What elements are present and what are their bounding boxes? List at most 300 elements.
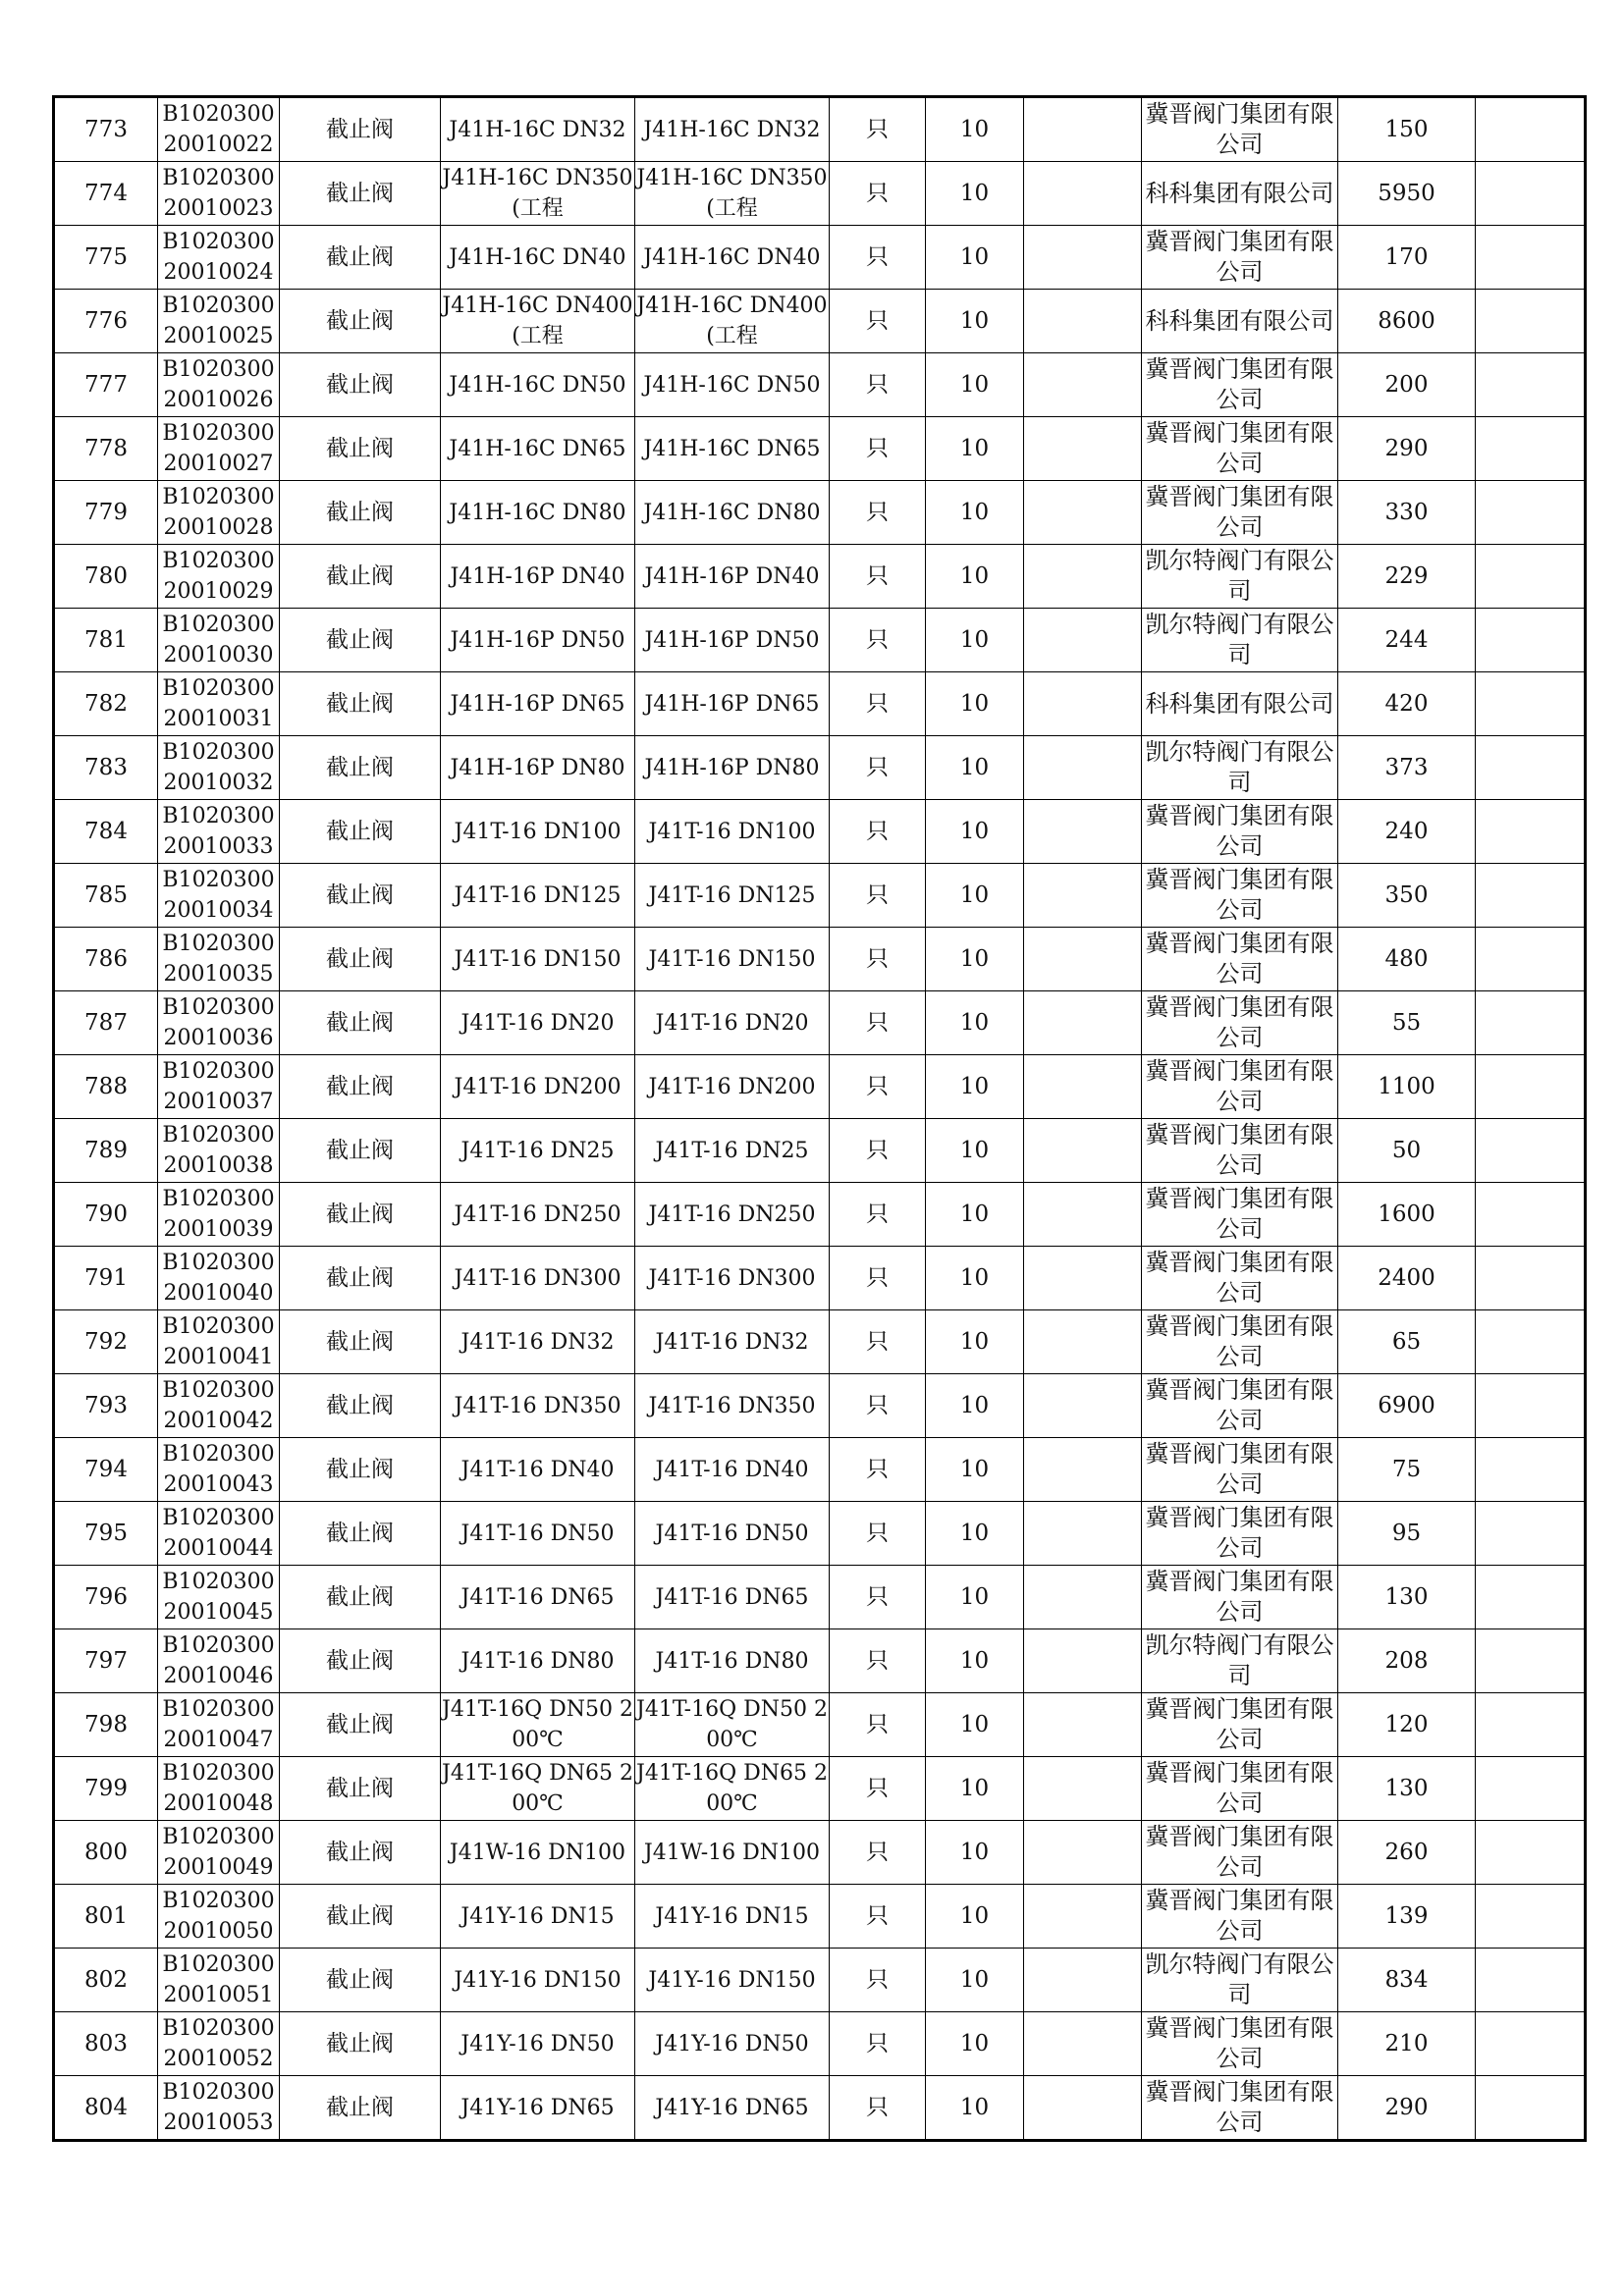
- table-row: [54, 672, 1586, 736]
- item-name-text: 截止阀: [326, 1201, 394, 1227]
- price-cell: [1338, 1119, 1476, 1183]
- spec-text: J41T-16 DN150: [648, 946, 816, 972]
- model-text: J41W-16 DN100: [449, 1840, 626, 1865]
- row-number-text: 784: [84, 818, 128, 844]
- supplier-text: 凯尔特阀门有限公司: [1145, 1950, 1334, 2008]
- price-cell: [1338, 1885, 1476, 1949]
- model-cell: [441, 162, 635, 226]
- spec-text: J41T-16 DN200: [648, 1074, 816, 1099]
- spec-text: J41H-16P DN50: [644, 627, 820, 653]
- row-number-cell: [54, 1119, 158, 1183]
- row-number-cell: [54, 609, 158, 672]
- quantity-cell: [926, 1949, 1024, 2012]
- spec-text: J41H-16C DN50: [643, 372, 821, 398]
- model-text: J41T-16 DN20: [460, 1010, 615, 1036]
- remark-cell: [1476, 162, 1586, 226]
- unit-cell: [830, 800, 926, 864]
- price-text: 150: [1384, 116, 1429, 142]
- unit-text: 只: [866, 180, 889, 206]
- remark-cell: [1476, 1885, 1586, 1949]
- unit-text: 只: [866, 562, 889, 589]
- unit-cell: [830, 1502, 926, 1566]
- unit-text: 只: [866, 1711, 889, 1737]
- supplier-cell: [1142, 1949, 1338, 2012]
- supplier-cell: [1142, 97, 1338, 162]
- model-cell: [441, 97, 635, 162]
- row-number-cell: [54, 2012, 158, 2076]
- price-cell: [1338, 864, 1476, 928]
- supplier-text: 冀晋阀门集团有限公司: [1145, 802, 1334, 860]
- item-name-cell: [280, 353, 441, 417]
- blank-cell: [1024, 417, 1142, 481]
- price-text: 834: [1384, 1966, 1429, 1993]
- row-number-cell: [54, 736, 158, 800]
- supplier-text: 冀晋阀门集团有限公司: [1145, 2014, 1334, 2072]
- table-row: [54, 1310, 1586, 1374]
- spec-cell: [635, 864, 830, 928]
- model-text: J41H-16C DN32: [449, 117, 626, 142]
- unit-text: 只: [866, 1647, 889, 1674]
- item-name-cell: [280, 928, 441, 991]
- model-cell: [441, 2076, 635, 2141]
- price-cell: [1338, 1310, 1476, 1374]
- material-code-text: B1020300 20010030: [162, 613, 275, 667]
- table-row: [54, 1821, 1586, 1885]
- model-cell: [441, 481, 635, 545]
- remark-cell: [1476, 672, 1586, 736]
- row-number-cell: [54, 1374, 158, 1438]
- table-row: [54, 226, 1586, 290]
- price-cell: [1338, 800, 1476, 864]
- spec-text: J41T-16 DN40: [655, 1457, 809, 1482]
- row-number-cell: [54, 1055, 158, 1119]
- material-code-text: B1020300 20010029: [162, 549, 275, 604]
- model-cell: [441, 290, 635, 353]
- spec-text: J41H-16C DN80: [643, 500, 821, 525]
- unit-text: 只: [866, 2030, 889, 2056]
- material-code-text: B1020300 20010032: [162, 740, 275, 795]
- model-text: J41T-16 DN125: [454, 882, 622, 908]
- spec-cell: [635, 1757, 830, 1821]
- quantity-text: 10: [959, 2030, 990, 2056]
- unit-text: 只: [866, 818, 889, 844]
- blank-cell: [1024, 1566, 1142, 1629]
- row-number-cell: [54, 1502, 158, 1566]
- quantity-text: 10: [959, 562, 990, 589]
- remark-cell: [1476, 800, 1586, 864]
- quantity-text: 10: [959, 1902, 990, 1929]
- price-text: 130: [1384, 1775, 1429, 1801]
- blank-cell: [1024, 162, 1142, 226]
- row-number-text: 779: [84, 499, 128, 525]
- table-row: [54, 800, 1586, 864]
- table-row: [54, 1566, 1586, 1629]
- material-code-cell: [158, 736, 280, 800]
- item-name-text: 截止阀: [326, 1328, 394, 1355]
- row-number-text: 778: [84, 435, 128, 461]
- quantity-text: 10: [959, 1839, 990, 1865]
- quantity-cell: [926, 864, 1024, 928]
- item-name-text: 截止阀: [326, 1966, 394, 1993]
- blank-cell: [1024, 1885, 1142, 1949]
- item-name-text: 截止阀: [326, 243, 394, 270]
- item-name-cell: [280, 1821, 441, 1885]
- material-code-cell: [158, 672, 280, 736]
- material-code-text: B1020300 20010022: [162, 102, 275, 157]
- model-cell: [441, 1119, 635, 1183]
- unit-cell: [830, 609, 926, 672]
- spec-cell: [635, 1310, 830, 1374]
- supplier-text: 冀晋阀门集团有限公司: [1145, 1312, 1334, 1370]
- supplier-text: 冀晋阀门集团有限公司: [1145, 1568, 1334, 1626]
- quantity-cell: [926, 736, 1024, 800]
- row-number-text: 790: [84, 1201, 128, 1227]
- unit-cell: [830, 417, 926, 481]
- unit-text: 只: [866, 371, 889, 398]
- model-text: J41Y-16 DN65: [460, 2095, 615, 2120]
- quantity-cell: [926, 609, 1024, 672]
- unit-cell: [830, 1247, 926, 1310]
- model-text: J41Y-16 DN150: [454, 1967, 622, 1993]
- row-number-cell: [54, 481, 158, 545]
- item-name-text: 截止阀: [326, 1264, 394, 1291]
- price-text: 244: [1384, 626, 1429, 653]
- unit-cell: [830, 928, 926, 991]
- unit-text: 只: [866, 1392, 889, 1418]
- spec-cell: [635, 1949, 830, 2012]
- blank-cell: [1024, 1438, 1142, 1502]
- spec-cell: [635, 1247, 830, 1310]
- price-text: 170: [1384, 243, 1429, 270]
- model-text: J41H-16P DN40: [450, 563, 625, 589]
- row-number-cell: [54, 1438, 158, 1502]
- price-cell: [1338, 2076, 1476, 2141]
- price-text: 420: [1384, 690, 1429, 717]
- spec-cell: [635, 545, 830, 609]
- item-name-text: 截止阀: [326, 2094, 394, 2120]
- model-cell: [441, 1310, 635, 1374]
- row-number-text: 783: [84, 754, 128, 780]
- row-number-cell: [54, 2076, 158, 2141]
- material-code-text: B1020300 20010045: [162, 1570, 275, 1625]
- price-cell: [1338, 1247, 1476, 1310]
- blank-cell: [1024, 97, 1142, 162]
- remark-cell: [1476, 417, 1586, 481]
- quantity-text: 10: [959, 435, 990, 461]
- unit-text: 只: [866, 1073, 889, 1099]
- table-row: [54, 353, 1586, 417]
- row-number-cell: [54, 800, 158, 864]
- row-number-text: 798: [84, 1711, 128, 1737]
- price-text: 2400: [1378, 1264, 1435, 1291]
- table-row: [54, 1885, 1586, 1949]
- supplier-cell: [1142, 1310, 1338, 1374]
- supplier-text: 冀晋阀门集团有限公司: [1145, 1185, 1334, 1243]
- price-text: 1600: [1378, 1201, 1435, 1227]
- model-text: J41Y-16 DN15: [460, 1903, 615, 1929]
- price-text: 6900: [1378, 1392, 1435, 1418]
- row-number-text: 788: [84, 1073, 128, 1099]
- price-cell: [1338, 1183, 1476, 1247]
- item-name-cell: [280, 1757, 441, 1821]
- supplier-text: 冀晋阀门集团有限公司: [1145, 355, 1334, 413]
- material-code-cell: [158, 1693, 280, 1757]
- unit-text: 只: [866, 1775, 889, 1801]
- model-cell: [441, 1757, 635, 1821]
- spec-text: J41T-16Q DN65 200℃: [636, 1761, 828, 1816]
- spec-cell: [635, 2012, 830, 2076]
- model-cell: [441, 609, 635, 672]
- supplier-cell: [1142, 928, 1338, 991]
- unit-cell: [830, 991, 926, 1055]
- item-name-text: 截止阀: [326, 562, 394, 589]
- quantity-cell: [926, 1374, 1024, 1438]
- table-row: [54, 1502, 1586, 1566]
- model-text: J41T-16 DN65: [460, 1584, 615, 1610]
- spec-text: J41T-16 DN32: [655, 1329, 809, 1355]
- supplier-text: 科科集团有限公司: [1145, 179, 1334, 207]
- blank-cell: [1024, 1055, 1142, 1119]
- spec-text: J41H-16C DN400(工程: [636, 294, 828, 348]
- unit-cell: [830, 481, 926, 545]
- unit-cell: [830, 353, 926, 417]
- price-text: 200: [1384, 371, 1429, 398]
- remark-cell: [1476, 2012, 1586, 2076]
- spec-cell: [635, 1438, 830, 1502]
- quantity-text: 10: [959, 690, 990, 717]
- item-name-text: 截止阀: [326, 435, 394, 461]
- price-cell: [1338, 290, 1476, 353]
- supplier-cell: [1142, 1055, 1338, 1119]
- price-cell: [1338, 928, 1476, 991]
- price-cell: [1338, 97, 1476, 162]
- unit-cell: [830, 1055, 926, 1119]
- supplier-cell: [1142, 353, 1338, 417]
- blank-cell: [1024, 928, 1142, 991]
- model-cell: [441, 1438, 635, 1502]
- unit-text: 只: [866, 307, 889, 334]
- remark-cell: [1476, 1119, 1586, 1183]
- item-name-cell: [280, 1438, 441, 1502]
- blank-cell: [1024, 1629, 1142, 1693]
- unit-text: 只: [866, 1583, 889, 1610]
- unit-text: 只: [866, 1264, 889, 1291]
- material-code-text: B1020300 20010035: [162, 932, 275, 987]
- spec-text: J41T-16 DN250: [648, 1201, 816, 1227]
- spec-cell: [635, 609, 830, 672]
- price-cell: [1338, 609, 1476, 672]
- row-number-text: 793: [84, 1392, 128, 1418]
- quantity-cell: [926, 2076, 1024, 2141]
- item-name-text: 截止阀: [326, 690, 394, 717]
- row-number-cell: [54, 1757, 158, 1821]
- price-text: 75: [1391, 1456, 1422, 1482]
- blank-cell: [1024, 1949, 1142, 2012]
- row-number-cell: [54, 290, 158, 353]
- price-text: 480: [1384, 945, 1429, 972]
- item-name-text: 截止阀: [326, 881, 394, 908]
- supplier-text: 冀晋阀门集团有限公司: [1145, 1759, 1334, 1817]
- remark-cell: [1476, 991, 1586, 1055]
- supplier-cell: [1142, 1757, 1338, 1821]
- spec-text: J41T-16 DN25: [655, 1138, 809, 1163]
- material-code-cell: [158, 1885, 280, 1949]
- spec-cell: [635, 1885, 830, 1949]
- supplier-cell: [1142, 864, 1338, 928]
- row-number-cell: [54, 1885, 158, 1949]
- spec-text: J41H-16P DN80: [644, 755, 820, 780]
- quantity-cell: [926, 1438, 1024, 1502]
- material-code-cell: [158, 1757, 280, 1821]
- spec-cell: [635, 1374, 830, 1438]
- supplier-cell: [1142, 226, 1338, 290]
- price-text: 229: [1384, 562, 1429, 589]
- unit-text: 只: [866, 1456, 889, 1482]
- row-number-text: 786: [84, 945, 128, 972]
- quantity-text: 10: [959, 1711, 990, 1737]
- unit-text: 只: [866, 945, 889, 972]
- supplier-text: 冀晋阀门集团有限公司: [1145, 228, 1334, 286]
- row-number-text: 773: [84, 116, 128, 142]
- item-name-text: 截止阀: [326, 499, 394, 525]
- price-cell: [1338, 1374, 1476, 1438]
- spec-cell: [635, 1693, 830, 1757]
- quantity-cell: [926, 226, 1024, 290]
- item-name-cell: [280, 800, 441, 864]
- model-cell: [441, 1821, 635, 1885]
- supplier-text: 冀晋阀门集团有限公司: [1145, 866, 1334, 924]
- table-row: [54, 1374, 1586, 1438]
- price-text: 290: [1384, 2094, 1429, 2120]
- unit-cell: [830, 2076, 926, 2141]
- material-code-text: B1020300 20010050: [162, 1889, 275, 1944]
- model-cell: [441, 864, 635, 928]
- model-text: J41H-16P DN65: [450, 691, 625, 717]
- supplier-cell: [1142, 1502, 1338, 1566]
- material-code-text: B1020300 20010044: [162, 1506, 275, 1561]
- price-text: 208: [1384, 1647, 1429, 1674]
- model-text: J41T-16 DN150: [454, 946, 622, 972]
- quantity-text: 10: [959, 1583, 990, 1610]
- model-text: J41T-16 DN50: [460, 1521, 615, 1546]
- item-name-text: 截止阀: [326, 1073, 394, 1099]
- item-name-cell: [280, 991, 441, 1055]
- model-text: J41T-16 DN250: [454, 1201, 622, 1227]
- row-number-cell: [54, 991, 158, 1055]
- material-code-text: B1020300 20010046: [162, 1633, 275, 1688]
- material-code-cell: [158, 97, 280, 162]
- row-number-text: 792: [84, 1328, 128, 1355]
- remark-cell: [1476, 545, 1586, 609]
- material-code-text: B1020300 20010033: [162, 804, 275, 859]
- item-name-cell: [280, 1310, 441, 1374]
- spec-cell: [635, 1183, 830, 1247]
- supplier-cell: [1142, 417, 1338, 481]
- unit-text: 只: [866, 1520, 889, 1546]
- row-number-text: 802: [84, 1966, 128, 1993]
- table-row: [54, 736, 1586, 800]
- row-number-cell: [54, 1566, 158, 1629]
- material-code-cell: [158, 991, 280, 1055]
- quantity-cell: [926, 1629, 1024, 1693]
- material-code-text: B1020300 20010036: [162, 995, 275, 1050]
- blank-cell: [1024, 672, 1142, 736]
- unit-text: 只: [866, 1902, 889, 1929]
- material-code-text: B1020300 20010031: [162, 676, 275, 731]
- spec-text: J41W-16 DN100: [643, 1840, 821, 1865]
- price-text: 55: [1391, 1009, 1422, 1036]
- table-row: [54, 97, 1586, 162]
- price-text: 130: [1384, 1583, 1429, 1610]
- remark-cell: [1476, 226, 1586, 290]
- table-row: [54, 1949, 1586, 2012]
- unit-cell: [830, 736, 926, 800]
- item-name-text: 截止阀: [326, 1137, 394, 1163]
- quantity-text: 10: [959, 1201, 990, 1227]
- item-name-text: 截止阀: [326, 1456, 394, 1482]
- quantity-text: 10: [959, 1264, 990, 1291]
- remark-cell: [1476, 1949, 1586, 2012]
- blank-cell: [1024, 545, 1142, 609]
- quantity-text: 10: [959, 881, 990, 908]
- item-name-text: 截止阀: [326, 1775, 394, 1801]
- unit-cell: [830, 1821, 926, 1885]
- unit-cell: [830, 97, 926, 162]
- supplier-cell: [1142, 545, 1338, 609]
- material-code-cell: [158, 1502, 280, 1566]
- price-text: 210: [1384, 2030, 1429, 2056]
- unit-cell: [830, 672, 926, 736]
- model-cell: [441, 1502, 635, 1566]
- spec-cell: [635, 162, 830, 226]
- price-cell: [1338, 1566, 1476, 1629]
- supplier-cell: [1142, 1119, 1338, 1183]
- supplier-text: 冀晋阀门集团有限公司: [1145, 930, 1334, 988]
- quantity-text: 10: [959, 307, 990, 334]
- supplier-text: 凯尔特阀门有限公司: [1145, 611, 1334, 668]
- spec-cell: [635, 353, 830, 417]
- item-name-cell: [280, 417, 441, 481]
- unit-text: 只: [866, 1009, 889, 1036]
- model-text: J41H-16C DN40: [449, 244, 626, 270]
- spec-text: J41T-16 DN350: [648, 1393, 816, 1418]
- row-number-text: 777: [84, 371, 128, 398]
- material-code-text: B1020300 20010028: [162, 485, 275, 540]
- spec-text: J41Y-16 DN50: [655, 2031, 809, 2056]
- price-text: 240: [1384, 818, 1429, 844]
- spec-cell: [635, 2076, 830, 2141]
- spec-cell: [635, 226, 830, 290]
- blank-cell: [1024, 800, 1142, 864]
- row-number-cell: [54, 545, 158, 609]
- price-cell: [1338, 545, 1476, 609]
- blank-cell: [1024, 1247, 1142, 1310]
- supplier-text: 科科集团有限公司: [1145, 306, 1334, 335]
- remark-cell: [1476, 481, 1586, 545]
- row-number-cell: [54, 1629, 158, 1693]
- unit-cell: [830, 226, 926, 290]
- table-row: [54, 928, 1586, 991]
- blank-cell: [1024, 1502, 1142, 1566]
- item-name-text: 截止阀: [326, 371, 394, 398]
- spec-cell: [635, 928, 830, 991]
- model-cell: [441, 672, 635, 736]
- remark-cell: [1476, 2076, 1586, 2141]
- unit-cell: [830, 2012, 926, 2076]
- price-cell: [1338, 417, 1476, 481]
- row-number-cell: [54, 97, 158, 162]
- quantity-cell: [926, 991, 1024, 1055]
